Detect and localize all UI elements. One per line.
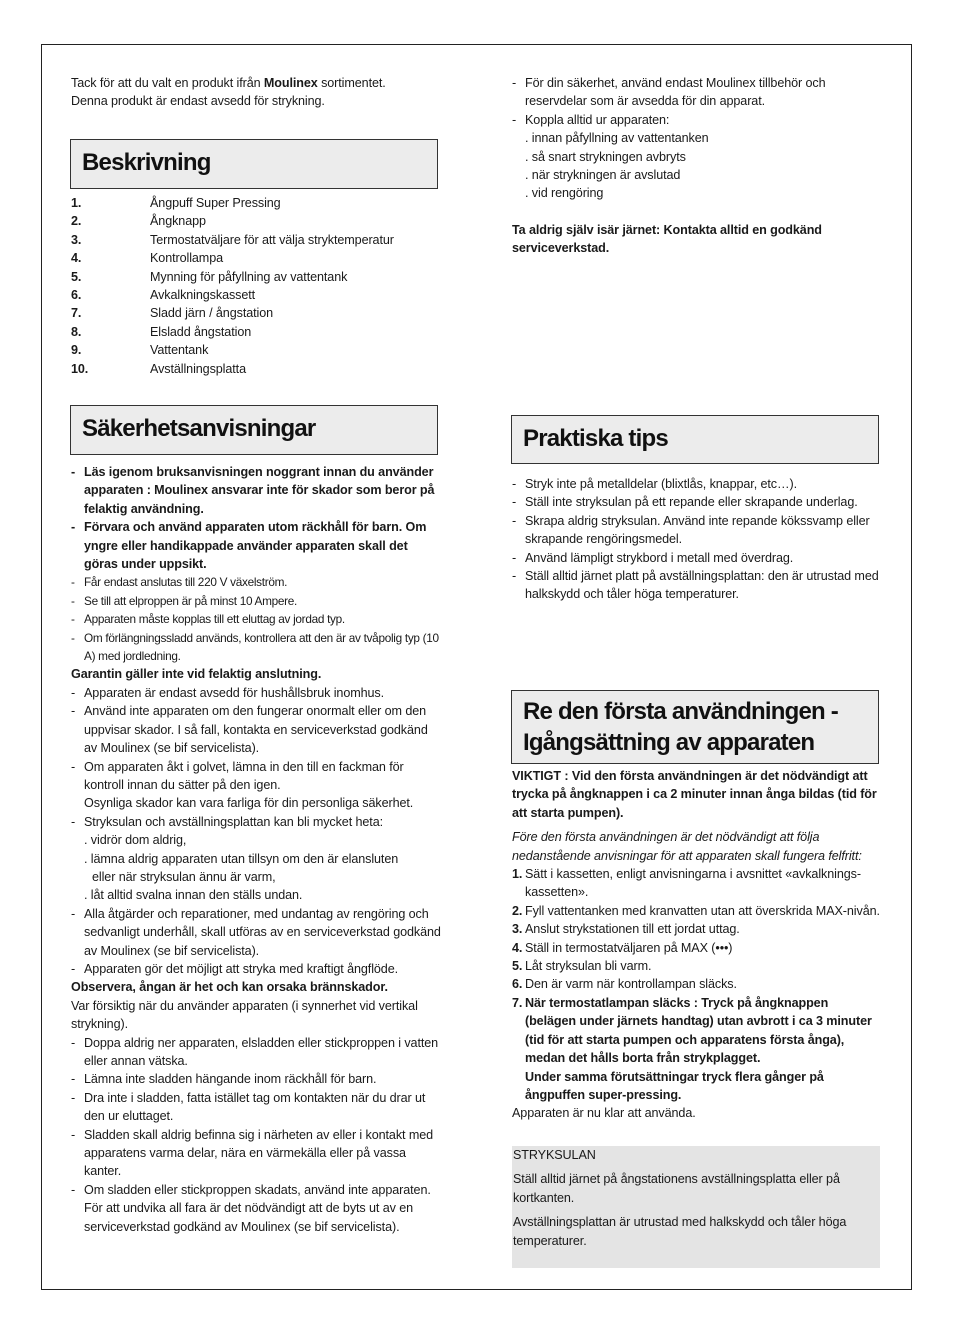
sub-item: . vidrör dom aldrig, [84,833,187,848]
forsiktig-note: Var försiktig när du använder apparaten (i synnerhet vid vertikal strykning). [71,998,418,1032]
step-item: 1. Sätt i kassetten, enligt anvisningarna i avsnittet «avkalknings-kassetten». [512,867,861,900]
list-item: - Se till att elproppen är på minst 10 Ampere. [71,593,298,608]
list-item: 2. Ångknapp [71,214,206,229]
list-item: 10. Avställningsplatta [71,361,246,376]
list-item: - Stryksulan och avställningsplattan kan bli mycket heta: [71,814,384,829]
sub-item: . lämna aldrig apparaten utan tillsyn om den är elansluten [84,851,399,866]
list-item: 4. Kontrollampa [71,251,224,266]
tips-list [512,475,882,604]
list-item: - Skrapa aldrig stryksulan. Använd inte repande kökssvamp eller skrapande rengöringsmedel. [512,513,870,547]
sub-item: eller när stryksulan ännu är varm, [92,869,276,884]
list-item: 7. Sladd järn / ångstation [71,306,274,321]
list-item: 6. Avkalkningskassett [71,288,256,303]
list-item: - Läs igenom bruksanvisningen noggrant innan du använder apparaten : Moulinex ansvarar inte för skador som beror på felaktig användning. [71,465,435,516]
sub-item: . innan påfyllning av vattentanken [525,131,709,146]
list-item: - Om apparaten åkt i golvet, lämna in den till en fackman för kontroll innan du sätter på den igen. [71,759,404,792]
list-item: 9. Vattentank [71,343,209,358]
osynliga-note: Osynliga skador kan vara farliga för din personliga säkerhet. [84,796,414,811]
warning-note: Ta aldrig själv isär järnet: Kontakta alltid en godkänd serviceverkstad. [512,222,822,256]
sub-item: . vid rengöring [525,186,604,201]
list-item: - Förvara och använd apparaten utom räckhåll för barn. Om yngre eller handikappade använder apparaten skall det göras under uppsikt. [71,520,427,572]
heading-sakerhetsanvisningar: Säkerhetsanvisningar [70,405,438,455]
step-item: 4. Ställ in termostatväljaren på MAX (•••) [512,940,733,955]
list-item: - Om sladden eller stickproppen skadats, använd inte apparaten. För att undvika all fara är det nödvändigt att de byts ut av en serviceverkstad godkänd av Moulinex (se bif servicelista). [71,1182,431,1234]
list-item: - Stryk inte på metalldelar (blixtlås, knappar, etc…). [512,477,797,491]
intro-line1: Tack för att du valt en produkt ifrån Moulinex sortimentet. [71,76,386,90]
list-item: 3. Termostatväljare för att välja stryktemperatur [71,232,394,247]
heading-line: Re den första användningen - [523,698,838,725]
sub-item: . låt alltid svalna innan den ställs undan. [84,888,303,903]
list-item: 8. Elsladd ångstation [71,324,252,339]
observera-note: Observera, ångan är het och kan orsaka brännskador. [71,980,388,995]
step-item: 7. När termostatlampan släcks : Tryck på ångknappen (belägen under järnets handtag) utan avbrott i ca 3 minuter (tid för att starta pumpen och apparatens första ånga), medan det hålls borta från strykplagget. Under samma förutsättningar tryck flera gånger på ångpuffen super-pressing. [512,995,872,1102]
intro-line2: Denna produkt är endast avsedd för strykning. [71,94,325,109]
intro [71,74,441,111]
beskrivning-list [71,194,441,378]
list-item: 5. Mynning för påfyllning av vattentank [71,269,348,284]
step-item: 2. Fyll vattentanken med kranvatten utan att överskrida MAX-nivån. [512,903,880,918]
list-item: 1. Ångpuff Super Pressing [71,196,281,210]
forsta-body [512,767,882,1123]
list-item: - Använd lämpligt strykbord i metall med överdrag. [512,550,794,565]
list-item: - Lämna inte sladden hängande inom räckhåll för barn. [71,1072,377,1087]
list-item: - Får endast anslutas till 220 V växelström. [71,575,288,590]
list-item: - För din säkerhet, använd endast Moulinex tillbehör och reservdelar som är avsedda för din apparat. [512,76,826,109]
step-item: 5. Låt stryksulan bli varm. [512,959,652,974]
list-item: - Ställ inte stryksulan på ett repande eller skrapande underlag. [512,495,858,510]
intro-italic: Före den första användningen är det nödvändigt att följa nedanstående anvisningar för att apparaten skall fungera felfritt: [512,830,862,863]
heading-praktiska-tips: Praktiska tips [511,415,879,464]
list-item: - Alla åtgärder och reparationer, med undantag av rengöring och sedvanligt underhåll, skall utföras av en serviceverkstad godkänd av Moulinex (se bif servicelista). [71,906,441,958]
list-item: - Använd inte apparaten om den fungerar onormalt eller om den uppvisar skador. I så fall, kontakta en serviceverkstad godkänd av Moulinex (se bif servicelista). [71,704,428,756]
list-item: - Om förlängningssladd används, kontrollera att den är av tvåpolig typ (10 A) med jordledning. [71,630,439,664]
brand-name: Moulinex [263,76,318,90]
step-item: 6. Den är varm när kontrollampan släcks. [512,977,737,992]
list-item: - Koppla alltid ur apparaten: [512,112,670,127]
list-item: - Dra inte i sladden, fatta istället tag om kontakten när du drar ut den ur eluttaget. [71,1090,426,1124]
viktigt-note: VIKTIGT : Vid den första användningen är det nödvändigt att trycka på ångknappen i ca 2 minuter innan ånga bildas (tid för att starta pumpen). [512,769,877,820]
step-item: 3. Anslut strykstationen till ett jordat uttag. [512,922,740,937]
garanti-note: Garantin gäller inte vid felaktig anslutning. [71,667,322,682]
sub-item: . när strykningen är avslutad [525,168,681,183]
stryksulan-title: STRYKSULAN [513,1148,596,1162]
list-item: - Ställ alltid järnet platt på avställningsplattan: den är utrustad med halkskydd och tåler höga temperaturer. [512,569,879,602]
list-item: - Doppa aldrig ner apparaten, elsladden eller stickproppen i vatten eller annan vätska. [71,1035,439,1068]
list-item: - Apparaten måste kopplas till ett eluttag av jordad typ. [71,612,345,627]
stryksulan-p1: Ställ alltid järnet på ångstationens avställningsplatta eller på kortkanten. [513,1172,840,1205]
stryksulan-p2: Avställningsplattan är utrustad med halkskydd och tåler höga temperaturer. [513,1215,847,1248]
klar-note: Apparaten är nu klar att använda. [512,1106,696,1121]
right-top [512,74,882,258]
sakerhet-body [71,463,441,1236]
stryksulan-box [512,1146,880,1268]
heading-beskrivning: Beskrivning [70,139,438,189]
list-item: - Sladden skall aldrig befinna sig i närheten av eller i kontakt med apparatens varma delar, nära en värmekälla eller på vassa kanter. [71,1127,434,1179]
list-item: - Apparaten är endast avsedd för hushållsbruk inomhus. [71,685,385,700]
sub-item: . så snart strykningen avbryts [525,149,686,164]
list-item: - Apparaten gör det möjligt att stryka med kraftigt ångflöde. [71,961,399,976]
heading-forsta-anvandningen [511,690,879,764]
heading-line: Igångsättning av apparaten [523,729,815,756]
